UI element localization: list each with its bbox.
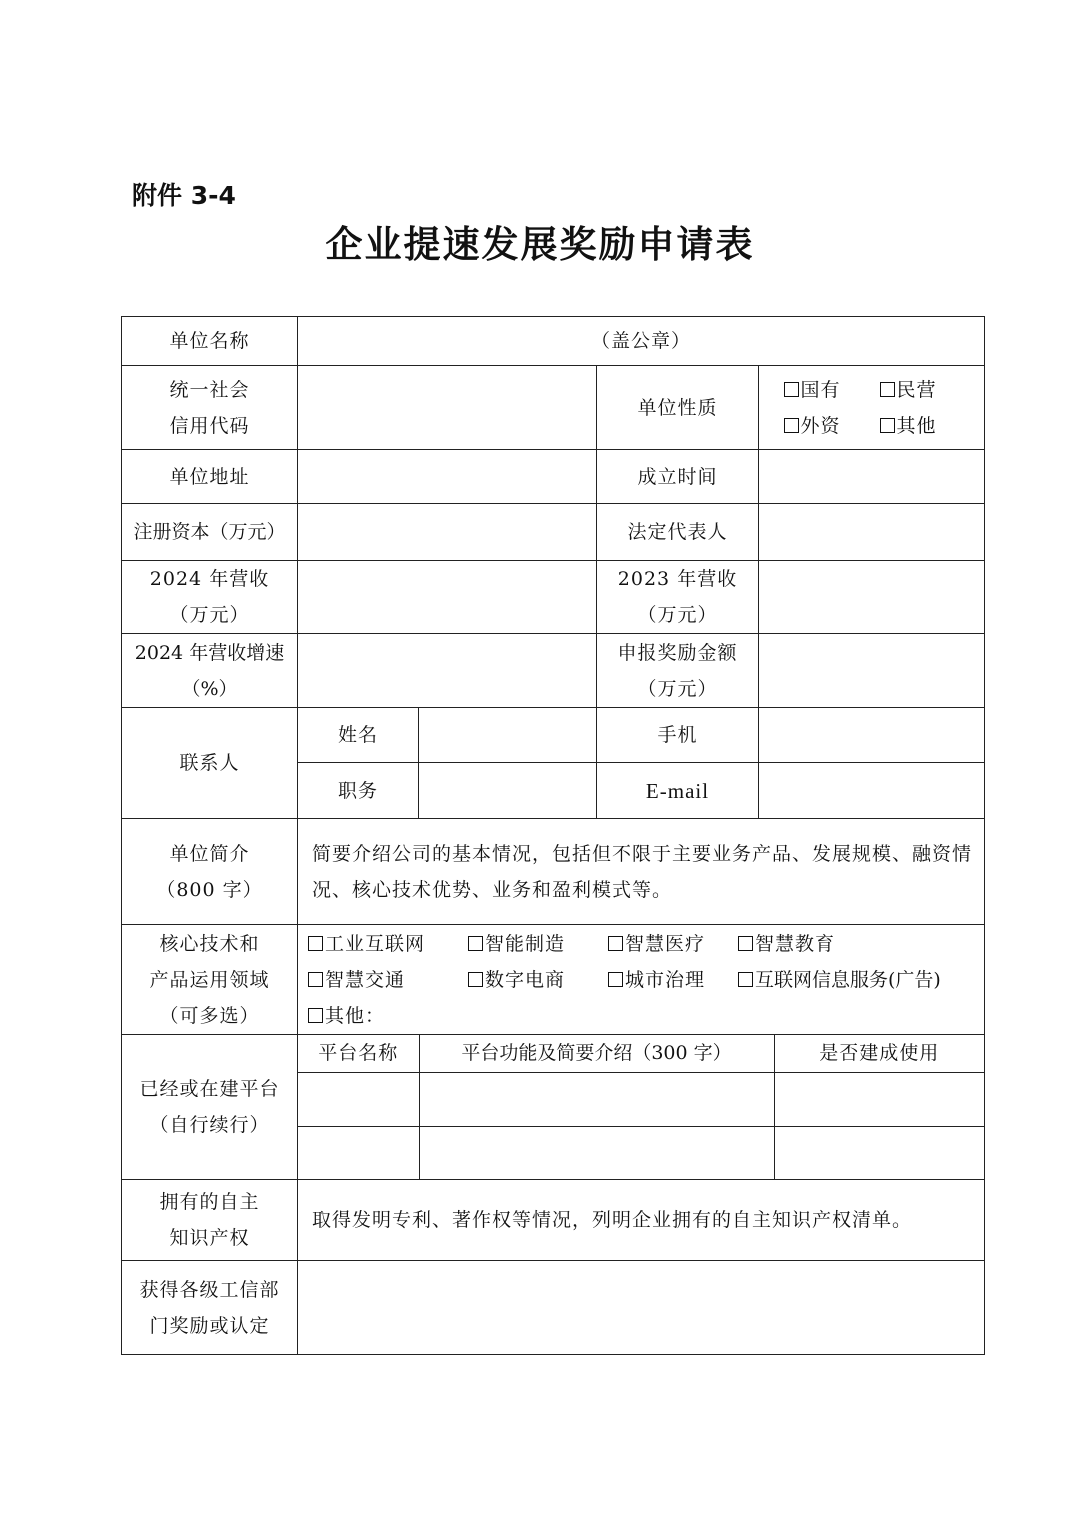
platform-row-2-desc[interactable] xyxy=(419,1126,774,1179)
application-form xyxy=(121,316,985,1355)
checkbox-icon[interactable] xyxy=(784,418,799,433)
platform-row-1-built[interactable] xyxy=(774,1072,984,1126)
contact-title-field[interactable] xyxy=(419,763,597,819)
ip-field[interactable] xyxy=(298,1180,985,1261)
tech-option-smart-manufacturing[interactable]: 智能制造 xyxy=(468,926,608,962)
revenue-2023-field[interactable] xyxy=(759,561,985,634)
checkbox-icon[interactable] xyxy=(880,382,895,397)
tech-label: 核心技术和 产品运用领域 （可多选） xyxy=(122,925,298,1035)
awards-field[interactable] xyxy=(298,1261,985,1355)
contact-label: 联系人 xyxy=(122,708,298,819)
tech-options xyxy=(298,925,985,1035)
revenue-2023-label: 2023 年营收 （万元） xyxy=(597,561,759,634)
checkbox-icon[interactable] xyxy=(468,936,483,951)
contact-phone-field[interactable] xyxy=(759,708,985,763)
founded-field[interactable] xyxy=(759,450,985,504)
attachment-number: 附件 3-4 xyxy=(132,181,236,210)
address-field[interactable] xyxy=(298,450,597,504)
nature-option-foreign[interactable]: 外资 xyxy=(784,408,866,444)
tech-option-smart-medical[interactable]: 智慧医疗 xyxy=(608,926,738,962)
contact-name-field[interactable] xyxy=(419,708,597,763)
founded-label: 成立时间 xyxy=(597,450,759,504)
tech-option-smart-education[interactable]: 智慧教育 xyxy=(738,926,978,962)
seal-note: （盖公章） xyxy=(591,330,692,352)
platform-row-2-name[interactable] xyxy=(298,1126,419,1179)
platform-header-built: 是否建成使用 xyxy=(774,1035,984,1072)
revenue-2024-field[interactable] xyxy=(298,561,597,634)
ip-label: 拥有的自主 知识产权 xyxy=(122,1180,298,1261)
contact-email-label: E-mail xyxy=(597,763,759,819)
nature-option-state[interactable]: 国有 xyxy=(784,372,866,408)
credit-code-label: 统一社会 信用代码 xyxy=(122,366,298,450)
contact-name-label: 姓名 xyxy=(298,708,419,763)
checkbox-icon[interactable] xyxy=(738,936,753,951)
award-amount-label: 申报奖励金额 （万元） xyxy=(597,634,759,708)
contact-title-label: 职务 xyxy=(298,763,419,819)
address-label: 单位地址 xyxy=(122,450,298,504)
growth-field[interactable] xyxy=(298,634,597,708)
checkbox-icon[interactable] xyxy=(308,936,323,951)
credit-code-field[interactable] xyxy=(298,366,597,450)
growth-label: 2024 年营收增速 （%） xyxy=(122,634,298,708)
checkbox-icon[interactable] xyxy=(738,972,753,987)
intro-label: 单位简介 （800 字） xyxy=(122,819,298,925)
intro-field[interactable] xyxy=(298,819,985,925)
award-amount-field[interactable] xyxy=(759,634,985,708)
nature-option-private[interactable]: 民营 xyxy=(880,372,946,408)
tech-option-internet-info-service[interactable]: 互联网信息服务(广告) xyxy=(738,962,978,998)
platform-row-1-name[interactable] xyxy=(298,1072,419,1126)
unit-name-field[interactable] xyxy=(298,317,985,366)
platform-header-desc: 平台功能及简要介绍（300 字） xyxy=(419,1035,774,1072)
checkbox-icon[interactable] xyxy=(784,382,799,397)
checkbox-icon[interactable] xyxy=(468,972,483,987)
tech-option-city-governance[interactable]: 城市治理 xyxy=(608,962,738,998)
nature-option-other[interactable]: 其他 xyxy=(880,408,946,444)
platform-row-1-desc[interactable] xyxy=(419,1072,774,1126)
checkbox-icon[interactable] xyxy=(308,1008,323,1023)
contact-email-field[interactable] xyxy=(759,763,985,819)
checkbox-icon[interactable] xyxy=(608,972,623,987)
intro-hint: 简要介绍公司的基本情况，包括但不限于主要业务产品、发展规模、融资情况、核心技术优势、业务和盈利模式等。 xyxy=(312,842,973,901)
revenue-2024-label: 2024 年营收 （万元） xyxy=(122,561,298,634)
platform-table xyxy=(298,1035,984,1179)
ip-hint: 取得发明专利、著作权等情况，列明企业拥有的自主知识产权清单。 xyxy=(312,1209,913,1231)
awards-label: 获得各级工信部 门奖励或认定 xyxy=(122,1261,298,1355)
platform-row-2-built[interactable] xyxy=(774,1126,984,1179)
checkbox-icon[interactable] xyxy=(308,972,323,987)
unit-nature-options xyxy=(759,366,985,450)
contact-phone-label: 手机 xyxy=(597,708,759,763)
legal-rep-label: 法定代表人 xyxy=(597,504,759,561)
legal-rep-field[interactable] xyxy=(759,504,985,561)
tech-option-other[interactable]: 其他： xyxy=(308,998,468,1034)
unit-name-label: 单位名称 xyxy=(122,317,298,366)
checkbox-icon[interactable] xyxy=(880,418,895,433)
unit-nature-label: 单位性质 xyxy=(597,366,759,450)
tech-option-digital-ecommerce[interactable]: 数字电商 xyxy=(468,962,608,998)
tech-option-industrial-internet[interactable]: 工业互联网 xyxy=(308,926,468,962)
form-title: 企业提速发展奖励申请表 xyxy=(325,223,755,266)
capital-label: 注册资本（万元） xyxy=(122,504,298,561)
platform-header-name: 平台名称 xyxy=(298,1035,419,1072)
capital-field[interactable] xyxy=(298,504,597,561)
platform-label: 已经或在建平台 （自行续行） xyxy=(122,1035,298,1180)
platform-table-cell xyxy=(298,1035,985,1180)
checkbox-icon[interactable] xyxy=(608,936,623,951)
tech-option-smart-transport[interactable]: 智慧交通 xyxy=(308,962,468,998)
